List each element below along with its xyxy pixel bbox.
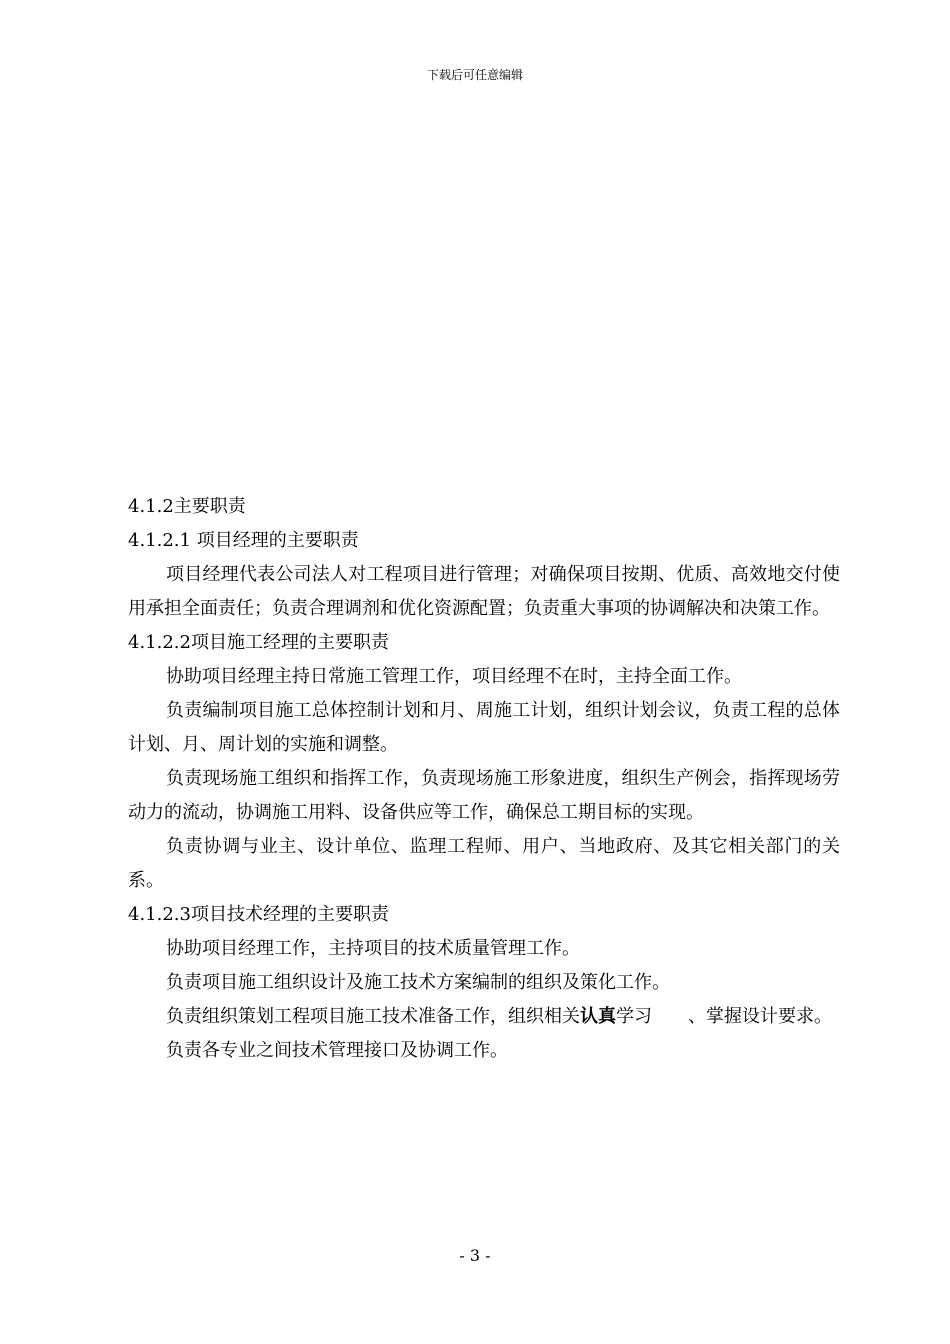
paragraph: 负责各专业之间技术管理接口及协调工作。 [166, 1040, 508, 1061]
paragraph: 负责项目施工组织设计及施工技术方案编制的组织及策化工作。 [166, 972, 670, 993]
page-number: - 3 - [459, 1246, 491, 1265]
paragraph: 负责编制项目施工总体控制计划和月、周施工计划，组织计划会议，负责工程的总体计划、月、周计划的实施和调整。 [128, 700, 840, 755]
emphasized-text: 认真 [580, 1006, 616, 1027]
paragraph: 项目经理代表公司法人对工程项目进行管理；对确保项目按期、优质、高效地交付使用承担全面责任；负责合理调剂和优化资源配置；负责重大事项的协调解决和决策工作。 [128, 564, 840, 619]
header-note: 下载后可任意编辑 [426, 68, 523, 82]
paragraph: 协助项目经理主持日常施工管理工作，项目经理不在时，主持全面工作。 [166, 666, 742, 687]
paragraph-text: 负责组织策划工程项目施工技术准备工作，组织相关 [166, 1006, 580, 1027]
section-heading: 4.1.2主要职责 [128, 496, 246, 517]
paragraph-text: 、掌握设计要求。 [688, 1006, 832, 1027]
subsection-heading-technical-manager: 4.1.2.3项目技术经理的主要职责 [128, 904, 389, 925]
subsection-heading-project-manager: 4.1.2.1 项目经理的主要职责 [128, 530, 359, 551]
subsection-heading-construction-manager: 4.1.2.2项目施工经理的主要职责 [128, 632, 389, 653]
paragraph: 协助项目经理工作，主持项目的技术质量管理工作。 [166, 938, 580, 959]
paragraph: 负责协调与业主、设计单位、监理工程师、用户、当地政府、及其它相关部门的关系。 [128, 836, 840, 891]
paragraph-text: 学习 [616, 1006, 652, 1027]
paragraph [128, 1000, 840, 1034]
document-body [128, 490, 840, 1068]
paragraph: 负责现场施工组织和指挥工作，负责现场施工形象进度，组织生产例会，指挥现场劳动力的流动，协调施工用料、设备供应等工作，确保总工期目标的实现。 [128, 768, 840, 823]
